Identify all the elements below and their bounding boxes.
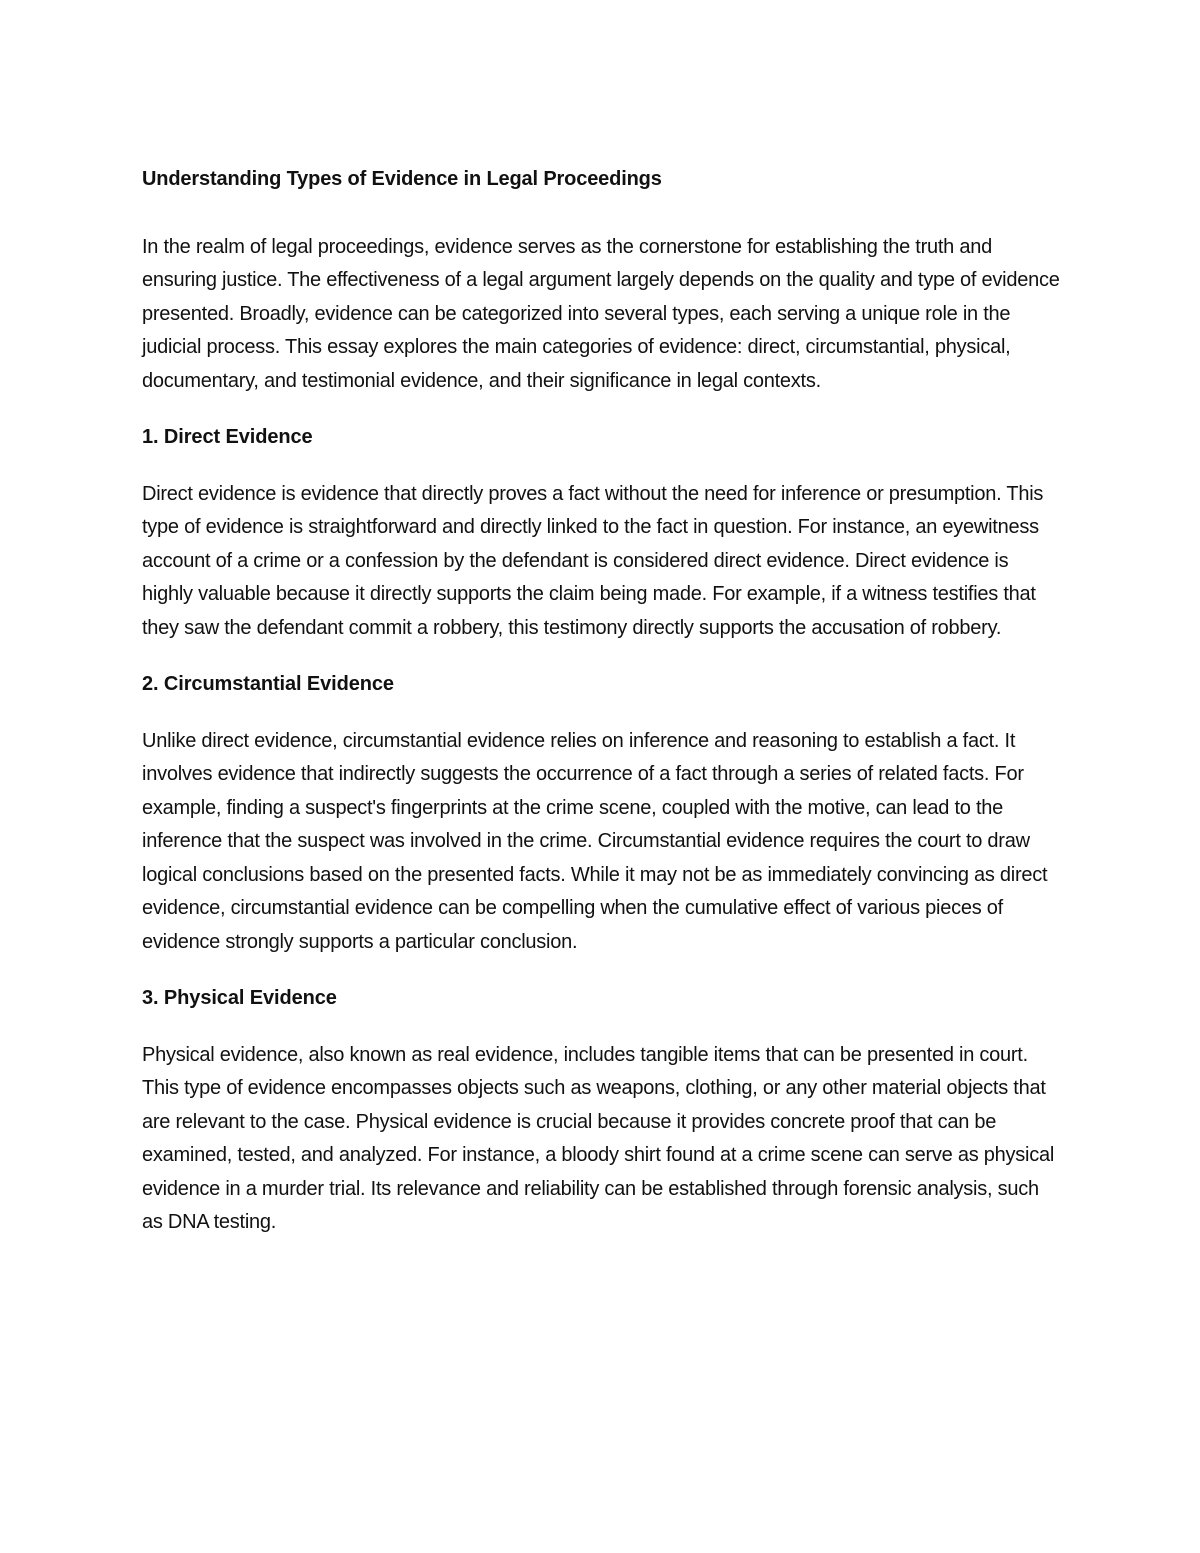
section-paragraph-direct-evidence: Direct evidence is evidence that directly proves a fact without the need for inference or presumption. This type of evidence is straightforward and directly linked to the fact in question. For instance, an eyewitness account of a crime or a confession by the defendant is considered direct evidence. Direct evidence is highly valuable because it directly supports the claim being made. For example, if a witness testifies that they saw the defendant commit a robbery, this testimony directly supports the accusation of robbery. <box>142 482 1044 639</box>
document-title: Understanding Types of Evidence in Legal Proceedings <box>142 168 662 190</box>
document-content <box>142 163 1062 1263</box>
section-heading-direct-evidence: 1. Direct Evidence <box>142 426 313 448</box>
section-paragraph-circumstantial-evidence: Unlike direct evidence, circumstantial evidence relies on inference and reasoning to establish a fact. It involves evidence that indirectly suggests the occurrence of a fact through a series of related facts. For example, finding a suspect's fingerprints at the crime scene, coupled with the motive, can lead to the inference that the suspect was involved in the crime. Circumstantial evidence requires the court to draw logical conclusions based on the presented facts. While it may not be as immediately convincing as direct evidence, circumstantial evidence can be compelling when the cumulative effect of various pieces of evidence strongly supports a particular conclusion. <box>142 729 1048 953</box>
section-heading-circumstantial-evidence: 2. Circumstantial Evidence <box>142 673 394 695</box>
section-heading-physical-evidence: 3. Physical Evidence <box>142 987 337 1009</box>
intro-paragraph: In the realm of legal proceedings, evidence serves as the cornerstone for establishing the truth and ensuring justice. The effectiveness of a legal argument largely depends on the quality and type of evidence presented. Broadly, evidence can be categorized into several types, each serving a unique role in the judicial process. This essay explores the main categories of evidence: direct, circumstantial, physical, documentary, and testimonial evidence, and their significance in legal contexts. <box>142 235 1060 392</box>
section-paragraph-physical-evidence: Physical evidence, also known as real evidence, includes tangible items that can be presented in court. This type of evidence encompasses objects such as weapons, clothing, or any other material objects that are relevant to the case. Physical evidence is crucial because it provides concrete proof that can be examined, tested, and analyzed. For instance, a bloody shirt found at a crime scene can serve as physical evidence in a murder trial. Its relevance and reliability can be established through forensic analysis, such as DNA testing. <box>142 1043 1055 1233</box>
